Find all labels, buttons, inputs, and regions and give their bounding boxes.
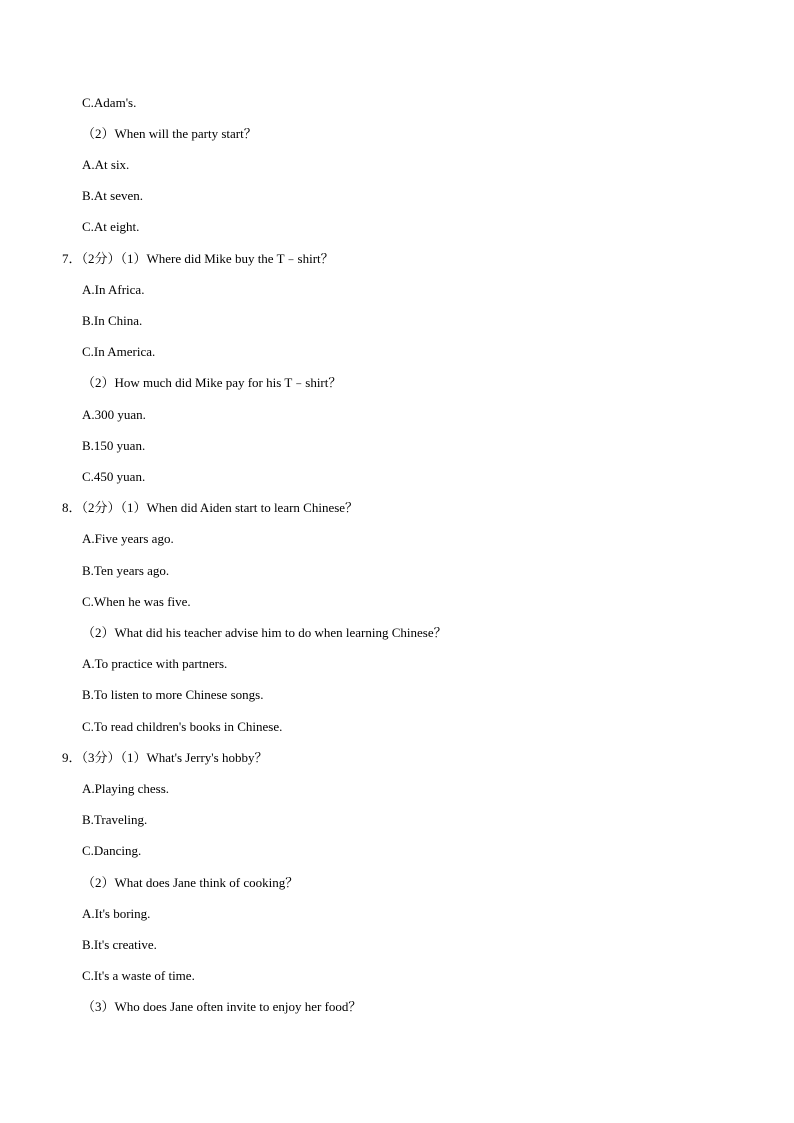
question-8-line: 8．（2分）（1）When did Aiden start to learn Chinese？: [62, 500, 359, 515]
option-line: C.To read children's books in Chinese.: [82, 719, 283, 734]
sub-question-line: （2）How much did Mike pay for his T﹣shirt？: [82, 375, 342, 390]
option-line: A.In Africa.: [82, 282, 145, 297]
option-line: C.In America.: [82, 344, 156, 359]
option-line: A.It's boring.: [82, 906, 151, 921]
option-line: A.300 yuan.: [82, 407, 146, 422]
question-9-line: 9．（3分）（1）What's Jerry's hobby？: [62, 750, 268, 765]
option-line: B.In China.: [82, 313, 143, 328]
option-line: A.At six.: [82, 157, 130, 172]
option-line: B.At seven.: [82, 188, 144, 203]
option-line: B.To listen to more Chinese songs.: [82, 687, 264, 702]
option-line: A.Five years ago.: [82, 531, 174, 546]
sub-question-line: （3）Who does Jane often invite to enjoy her food？: [82, 999, 362, 1014]
question-7-line: 7．（2分）（1）Where did Mike buy the T﹣shirt？: [62, 251, 334, 266]
option-line: C.It's a waste of time.: [82, 968, 195, 983]
option-line: B.Ten years ago.: [82, 563, 170, 578]
option-line: A.To practice with partners.: [82, 656, 228, 671]
option-line: C.When he was five.: [82, 594, 191, 609]
sub-question-line: （2）What does Jane think of cooking？: [82, 875, 299, 890]
option-line: C.Adam's.: [82, 95, 137, 110]
option-line: B.150 yuan.: [82, 438, 146, 453]
sub-question-line: （2）When will the party start？: [82, 126, 257, 141]
option-line: B.Traveling.: [82, 812, 148, 827]
option-line: C.450 yuan.: [82, 469, 146, 484]
sub-question-line: （2）What did his teacher advise him to do when learning Chinese？: [82, 625, 447, 640]
option-line: C.Dancing.: [82, 843, 142, 858]
option-line: A.Playing chess.: [82, 781, 170, 796]
option-line: B.It's creative.: [82, 937, 157, 952]
option-line: C.At eight.: [82, 219, 140, 234]
